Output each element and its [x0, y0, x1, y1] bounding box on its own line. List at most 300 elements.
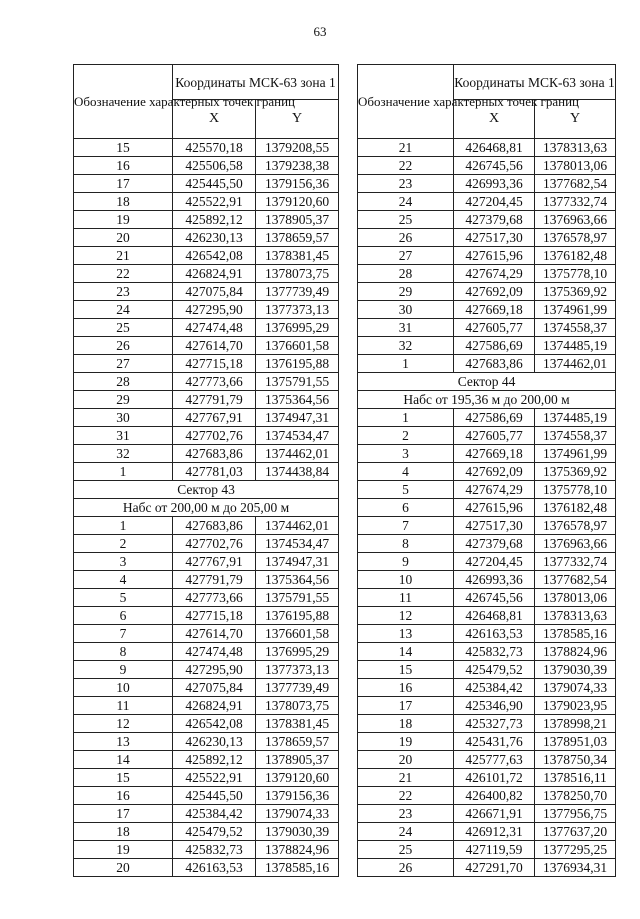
- y-coordinate-cell: 1378659,57: [256, 229, 339, 247]
- y-coordinate-cell: 1378313,63: [535, 139, 616, 157]
- y-coordinate-cell: 1378659,57: [256, 733, 339, 751]
- table-row: [358, 859, 616, 877]
- y-coordinate-cell: 1374462,01: [256, 445, 339, 463]
- point-number-cell: 31: [74, 427, 173, 445]
- point-number-cell: 14: [74, 751, 173, 769]
- point-number-cell: 12: [74, 715, 173, 733]
- point-number-cell: 20: [358, 751, 454, 769]
- y-coordinate-cell: 1374534,47: [256, 535, 339, 553]
- point-number-cell: 32: [358, 337, 454, 355]
- table-row: [358, 319, 616, 337]
- y-coordinate-cell: 1375791,55: [256, 373, 339, 391]
- point-number-cell: 10: [358, 571, 454, 589]
- point-number-cell: 19: [74, 841, 173, 859]
- table-row: [358, 715, 616, 733]
- y-coordinate-cell: 1377373,13: [256, 301, 339, 319]
- y-coordinate-cell: 1378998,21: [535, 715, 616, 733]
- table-row: [358, 409, 616, 427]
- y-coordinate-cell: 1378073,75: [256, 697, 339, 715]
- y-coordinate-cell: 1379120,60: [256, 769, 339, 787]
- table-row: [358, 841, 616, 859]
- y-coordinate-cell: 1378381,45: [256, 715, 339, 733]
- point-number-cell: 18: [74, 193, 173, 211]
- point-number-cell: 17: [358, 697, 454, 715]
- x-coordinate-cell: 427474,48: [173, 319, 256, 337]
- table-row: [74, 193, 339, 211]
- y-coordinate-cell: 1379030,39: [256, 823, 339, 841]
- table-row: [358, 589, 616, 607]
- point-number-cell: 30: [358, 301, 454, 319]
- point-number-cell: 10: [74, 679, 173, 697]
- point-number-cell: 16: [74, 787, 173, 805]
- point-number-cell: 14: [358, 643, 454, 661]
- point-number-cell: 22: [358, 157, 454, 175]
- sector-row: [358, 373, 616, 391]
- table-row: [358, 157, 616, 175]
- x-coordinate-cell: 426163,53: [173, 859, 256, 877]
- y-coordinate-cell: 1374462,01: [256, 517, 339, 535]
- sector-label: Сектор 43: [74, 481, 339, 499]
- y-coordinate-cell: 1376934,31: [535, 859, 616, 877]
- table-row: [74, 409, 339, 427]
- x-coordinate-cell: 427767,91: [173, 553, 256, 571]
- y-coordinate-cell: 1377637,20: [535, 823, 616, 841]
- y-coordinate-cell: 1379156,36: [256, 175, 339, 193]
- point-number-cell: 18: [358, 715, 454, 733]
- point-number-cell: 32: [74, 445, 173, 463]
- table-row: [358, 751, 616, 769]
- x-coordinate-cell: 427614,70: [173, 337, 256, 355]
- y-coordinate-cell: 1378013,06: [535, 157, 616, 175]
- point-number-cell: 21: [74, 247, 173, 265]
- y-coordinate-cell: 1374438,84: [256, 463, 339, 481]
- x-coordinate-cell: 427605,77: [454, 319, 535, 337]
- y-coordinate-cell: 1378073,75: [256, 265, 339, 283]
- x-coordinate-cell: 427674,29: [454, 481, 535, 499]
- x-coordinate-cell: 427702,76: [173, 535, 256, 553]
- point-number-cell: 25: [358, 841, 454, 859]
- table-row: [74, 805, 339, 823]
- point-number-cell: 1: [358, 355, 454, 373]
- table-row: [358, 661, 616, 679]
- table-body-right: [358, 139, 616, 877]
- x-coordinate-cell: 426745,56: [454, 589, 535, 607]
- table-row: [74, 661, 339, 679]
- x-coordinate-cell: 427715,18: [173, 355, 256, 373]
- point-number-cell: 27: [358, 247, 454, 265]
- table-row: [74, 517, 339, 535]
- x-coordinate-cell: 427692,09: [454, 463, 535, 481]
- table-row: [358, 499, 616, 517]
- x-coordinate-cell: 427295,90: [173, 301, 256, 319]
- header-coordinates: Координаты МСК-63 зона 1: [173, 65, 339, 100]
- header-y: Y: [535, 100, 616, 139]
- table-row: [358, 535, 616, 553]
- sector-label: Набс от 200,00 м до 205,00 м: [74, 499, 339, 517]
- point-number-cell: 8: [74, 643, 173, 661]
- header-coordinates: Координаты МСК-63 зона 1: [454, 65, 616, 100]
- point-number-cell: 23: [74, 283, 173, 301]
- y-coordinate-cell: 1374947,31: [256, 553, 339, 571]
- point-number-cell: 9: [358, 553, 454, 571]
- header-point-label: Обозначение характерных точек границ: [358, 65, 454, 139]
- point-number-cell: 6: [74, 607, 173, 625]
- x-coordinate-cell: 427517,30: [454, 229, 535, 247]
- table-row: [74, 157, 339, 175]
- y-coordinate-cell: 1379156,36: [256, 787, 339, 805]
- x-coordinate-cell: 426993,36: [454, 175, 535, 193]
- x-coordinate-cell: 426542,08: [173, 247, 256, 265]
- y-coordinate-cell: 1376995,29: [256, 643, 339, 661]
- table-row: [74, 733, 339, 751]
- point-number-cell: 17: [74, 175, 173, 193]
- table-row: [74, 265, 339, 283]
- point-number-cell: 20: [74, 229, 173, 247]
- sector-row: [74, 481, 339, 499]
- y-coordinate-cell: 1378750,34: [535, 751, 616, 769]
- y-coordinate-cell: 1375369,92: [535, 283, 616, 301]
- y-coordinate-cell: 1376963,66: [535, 535, 616, 553]
- point-number-cell: 22: [358, 787, 454, 805]
- y-coordinate-cell: 1374558,37: [535, 427, 616, 445]
- table-row: [74, 301, 339, 319]
- table-row: [74, 679, 339, 697]
- table-row: [358, 463, 616, 481]
- table-row: [74, 643, 339, 661]
- point-number-cell: 11: [74, 697, 173, 715]
- y-coordinate-cell: 1378381,45: [256, 247, 339, 265]
- y-coordinate-cell: 1376578,97: [535, 517, 616, 535]
- y-coordinate-cell: 1377682,54: [535, 571, 616, 589]
- x-coordinate-cell: 427295,90: [173, 661, 256, 679]
- header-point-label: Обозначение характерных точек границ: [74, 65, 173, 139]
- point-number-cell: 11: [358, 589, 454, 607]
- point-number-cell: 8: [358, 535, 454, 553]
- point-number-cell: 15: [358, 661, 454, 679]
- y-coordinate-cell: 1379074,33: [535, 679, 616, 697]
- x-coordinate-cell: 425445,50: [173, 175, 256, 193]
- x-coordinate-cell: 426400,82: [454, 787, 535, 805]
- point-number-cell: 25: [358, 211, 454, 229]
- point-number-cell: 15: [74, 769, 173, 787]
- table-row: [358, 301, 616, 319]
- x-coordinate-cell: 425522,91: [173, 193, 256, 211]
- x-coordinate-cell: 425832,73: [173, 841, 256, 859]
- header-x: X: [454, 100, 535, 139]
- y-coordinate-cell: 1378585,16: [256, 859, 339, 877]
- y-coordinate-cell: 1376601,58: [256, 625, 339, 643]
- x-coordinate-cell: 427781,03: [173, 463, 256, 481]
- point-number-cell: 7: [74, 625, 173, 643]
- table-row: [358, 229, 616, 247]
- point-number-cell: 4: [358, 463, 454, 481]
- point-number-cell: 3: [74, 553, 173, 571]
- y-coordinate-cell: 1378313,63: [535, 607, 616, 625]
- point-number-cell: 1: [74, 463, 173, 481]
- header-y: Y: [256, 100, 339, 139]
- table-row: [358, 643, 616, 661]
- coordinates-table-left: [73, 64, 339, 877]
- x-coordinate-cell: 425431,76: [454, 733, 535, 751]
- point-number-cell: 5: [358, 481, 454, 499]
- table-row: [358, 607, 616, 625]
- table-row: [358, 427, 616, 445]
- x-coordinate-cell: 425832,73: [454, 643, 535, 661]
- y-coordinate-cell: 1377373,13: [256, 661, 339, 679]
- point-number-cell: 2: [74, 535, 173, 553]
- x-coordinate-cell: 426912,31: [454, 823, 535, 841]
- x-coordinate-cell: 427767,91: [173, 409, 256, 427]
- table-row: [74, 553, 339, 571]
- y-coordinate-cell: 1378250,70: [535, 787, 616, 805]
- x-coordinate-cell: 427674,29: [454, 265, 535, 283]
- table-row: [74, 823, 339, 841]
- y-coordinate-cell: 1378905,37: [256, 751, 339, 769]
- x-coordinate-cell: 427075,84: [173, 679, 256, 697]
- x-coordinate-cell: 427605,77: [454, 427, 535, 445]
- x-coordinate-cell: 426993,36: [454, 571, 535, 589]
- y-coordinate-cell: 1376578,97: [535, 229, 616, 247]
- point-number-cell: 9: [74, 661, 173, 679]
- y-coordinate-cell: 1374947,31: [256, 409, 339, 427]
- table-row: [358, 769, 616, 787]
- y-coordinate-cell: 1377739,49: [256, 679, 339, 697]
- x-coordinate-cell: 425479,52: [173, 823, 256, 841]
- x-coordinate-cell: 425479,52: [454, 661, 535, 679]
- table-row: [74, 211, 339, 229]
- x-coordinate-cell: 427204,45: [454, 193, 535, 211]
- sector-label: Сектор 44: [358, 373, 616, 391]
- x-coordinate-cell: 427586,69: [454, 409, 535, 427]
- table-row: [358, 283, 616, 301]
- table-row: [74, 319, 339, 337]
- point-number-cell: 5: [74, 589, 173, 607]
- point-number-cell: 16: [74, 157, 173, 175]
- x-coordinate-cell: 426824,91: [173, 697, 256, 715]
- point-number-cell: 24: [358, 193, 454, 211]
- x-coordinate-cell: 427204,45: [454, 553, 535, 571]
- point-number-cell: 3: [358, 445, 454, 463]
- point-number-cell: 2: [358, 427, 454, 445]
- table-row: [74, 283, 339, 301]
- x-coordinate-cell: 425346,90: [454, 697, 535, 715]
- y-coordinate-cell: 1379238,38: [256, 157, 339, 175]
- point-number-cell: 24: [74, 301, 173, 319]
- x-coordinate-cell: 426230,13: [173, 229, 256, 247]
- point-number-cell: 13: [74, 733, 173, 751]
- coordinates-table-right: [357, 64, 616, 877]
- y-coordinate-cell: 1374961,99: [535, 301, 616, 319]
- y-coordinate-cell: 1374558,37: [535, 319, 616, 337]
- x-coordinate-cell: 426230,13: [173, 733, 256, 751]
- point-number-cell: 19: [358, 733, 454, 751]
- x-coordinate-cell: 427669,18: [454, 445, 535, 463]
- table-row: [74, 139, 339, 157]
- table-row: [74, 373, 339, 391]
- table-row: [358, 265, 616, 283]
- y-coordinate-cell: 1374961,99: [535, 445, 616, 463]
- table-row: [74, 769, 339, 787]
- x-coordinate-cell: 426468,81: [454, 139, 535, 157]
- x-coordinate-cell: 425506,58: [173, 157, 256, 175]
- y-coordinate-cell: 1375778,10: [535, 265, 616, 283]
- x-coordinate-cell: 426671,91: [454, 805, 535, 823]
- point-number-cell: 21: [358, 139, 454, 157]
- sector-row: [74, 499, 339, 517]
- table-row: [74, 787, 339, 805]
- x-coordinate-cell: 427715,18: [173, 607, 256, 625]
- x-coordinate-cell: 425384,42: [173, 805, 256, 823]
- x-coordinate-cell: 425445,50: [173, 787, 256, 805]
- table-row: [74, 247, 339, 265]
- x-coordinate-cell: 425892,12: [173, 751, 256, 769]
- table-row: [74, 445, 339, 463]
- y-coordinate-cell: 1379030,39: [535, 661, 616, 679]
- y-coordinate-cell: 1375369,92: [535, 463, 616, 481]
- x-coordinate-cell: 426101,72: [454, 769, 535, 787]
- y-coordinate-cell: 1377956,75: [535, 805, 616, 823]
- x-coordinate-cell: 425384,42: [454, 679, 535, 697]
- point-number-cell: 26: [74, 337, 173, 355]
- x-coordinate-cell: 427474,48: [173, 643, 256, 661]
- table-row: [358, 823, 616, 841]
- point-number-cell: 26: [358, 859, 454, 877]
- y-coordinate-cell: 1375364,56: [256, 571, 339, 589]
- table-row: [74, 175, 339, 193]
- x-coordinate-cell: 427773,66: [173, 589, 256, 607]
- point-number-cell: 23: [358, 805, 454, 823]
- y-coordinate-cell: 1377682,54: [535, 175, 616, 193]
- y-coordinate-cell: 1374485,19: [535, 409, 616, 427]
- y-coordinate-cell: 1378585,16: [535, 625, 616, 643]
- y-coordinate-cell: 1377332,74: [535, 553, 616, 571]
- table-row: [358, 175, 616, 193]
- x-coordinate-cell: 427291,70: [454, 859, 535, 877]
- table-row: [358, 625, 616, 643]
- point-number-cell: 4: [74, 571, 173, 589]
- y-coordinate-cell: 1378013,06: [535, 589, 616, 607]
- point-number-cell: 22: [74, 265, 173, 283]
- y-coordinate-cell: 1374485,19: [535, 337, 616, 355]
- point-number-cell: 28: [358, 265, 454, 283]
- y-coordinate-cell: 1375778,10: [535, 481, 616, 499]
- table-row: [74, 337, 339, 355]
- table-row: [74, 841, 339, 859]
- table-row: [358, 139, 616, 157]
- table-row: [358, 193, 616, 211]
- y-coordinate-cell: 1377295,25: [535, 841, 616, 859]
- header-x: X: [173, 100, 256, 139]
- x-coordinate-cell: 427586,69: [454, 337, 535, 355]
- x-coordinate-cell: 426824,91: [173, 265, 256, 283]
- table-row: [74, 625, 339, 643]
- y-coordinate-cell: 1379120,60: [256, 193, 339, 211]
- x-coordinate-cell: 427683,86: [173, 517, 256, 535]
- y-coordinate-cell: 1376995,29: [256, 319, 339, 337]
- table-row: [358, 337, 616, 355]
- point-number-cell: 29: [74, 391, 173, 409]
- x-coordinate-cell: 427683,86: [454, 355, 535, 373]
- table-row: [358, 787, 616, 805]
- table-row: [358, 679, 616, 697]
- point-number-cell: 21: [358, 769, 454, 787]
- y-coordinate-cell: 1376195,88: [256, 355, 339, 373]
- point-number-cell: 7: [358, 517, 454, 535]
- point-number-cell: 24: [358, 823, 454, 841]
- y-coordinate-cell: 1377739,49: [256, 283, 339, 301]
- point-number-cell: 16: [358, 679, 454, 697]
- y-coordinate-cell: 1374462,01: [535, 355, 616, 373]
- point-number-cell: 25: [74, 319, 173, 337]
- x-coordinate-cell: 427683,86: [173, 445, 256, 463]
- x-coordinate-cell: 427702,76: [173, 427, 256, 445]
- y-coordinate-cell: 1375791,55: [256, 589, 339, 607]
- table-body-left: [74, 139, 339, 877]
- point-number-cell: 18: [74, 823, 173, 841]
- table-row: [74, 427, 339, 445]
- x-coordinate-cell: 425570,18: [173, 139, 256, 157]
- y-coordinate-cell: 1379208,55: [256, 139, 339, 157]
- table-row: [74, 571, 339, 589]
- x-coordinate-cell: 426542,08: [173, 715, 256, 733]
- table-row: [358, 445, 616, 463]
- point-number-cell: 28: [74, 373, 173, 391]
- table-row: [358, 355, 616, 373]
- table-row: [74, 355, 339, 373]
- y-coordinate-cell: 1379074,33: [256, 805, 339, 823]
- x-coordinate-cell: 427119,59: [454, 841, 535, 859]
- table-row: [74, 391, 339, 409]
- x-coordinate-cell: 426163,53: [454, 625, 535, 643]
- x-coordinate-cell: 427791,79: [173, 571, 256, 589]
- point-number-cell: 27: [74, 355, 173, 373]
- x-coordinate-cell: 425777,63: [454, 751, 535, 769]
- table-row: [74, 607, 339, 625]
- table-row: [74, 751, 339, 769]
- y-coordinate-cell: 1378516,11: [535, 769, 616, 787]
- y-coordinate-cell: 1377332,74: [535, 193, 616, 211]
- x-coordinate-cell: 427517,30: [454, 517, 535, 535]
- y-coordinate-cell: 1376182,48: [535, 499, 616, 517]
- y-coordinate-cell: 1378824,96: [256, 841, 339, 859]
- table-row: [358, 697, 616, 715]
- point-number-cell: 15: [74, 139, 173, 157]
- table-row: [74, 697, 339, 715]
- point-number-cell: 30: [74, 409, 173, 427]
- y-coordinate-cell: 1378951,03: [535, 733, 616, 751]
- y-coordinate-cell: 1379023,95: [535, 697, 616, 715]
- point-number-cell: 1: [74, 517, 173, 535]
- point-number-cell: 29: [358, 283, 454, 301]
- table-row: [74, 463, 339, 481]
- x-coordinate-cell: 427773,66: [173, 373, 256, 391]
- x-coordinate-cell: 427669,18: [454, 301, 535, 319]
- table-row: [74, 715, 339, 733]
- table-row: [358, 805, 616, 823]
- table-row: [358, 553, 616, 571]
- point-number-cell: 26: [358, 229, 454, 247]
- point-number-cell: 1: [358, 409, 454, 427]
- point-number-cell: 6: [358, 499, 454, 517]
- table-row: [358, 517, 616, 535]
- x-coordinate-cell: 427791,79: [173, 391, 256, 409]
- point-number-cell: 23: [358, 175, 454, 193]
- table-row: [74, 535, 339, 553]
- x-coordinate-cell: 427379,68: [454, 211, 535, 229]
- x-coordinate-cell: 426468,81: [454, 607, 535, 625]
- x-coordinate-cell: 426745,56: [454, 157, 535, 175]
- page-number: 63: [313, 24, 327, 39]
